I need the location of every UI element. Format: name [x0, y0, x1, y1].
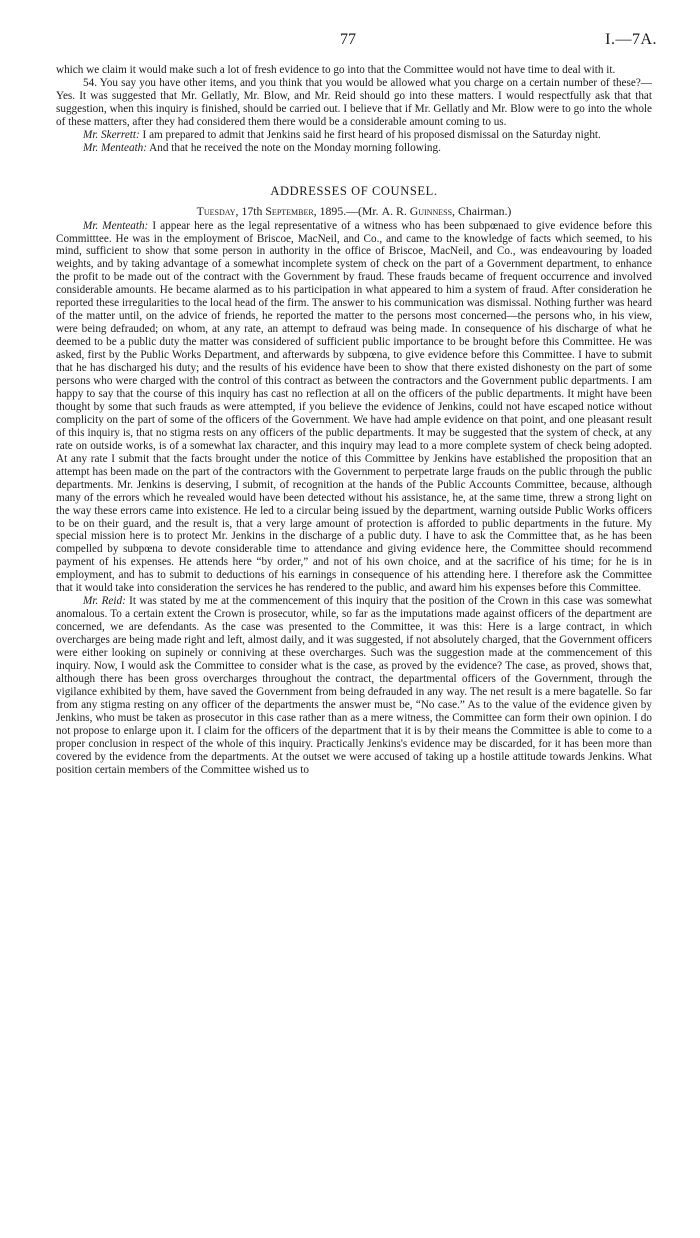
paragraph-reid-address	[56, 595, 652, 776]
document-reference: I.—7A.	[605, 31, 657, 48]
page-number: 77	[340, 31, 356, 48]
speaker-name: Mr. Reid:	[83, 595, 126, 608]
section-heading: ADDRESSES OF COUNSEL.	[270, 183, 438, 198]
speech-text: It was stated by me at the commencement of this inquiry that the position of the Crown in this case was somewhat anomalous. To a certain extent the Crown is prosecutor, while, so far as the imputations made against officers of the department are concerned, we are defendants. As the case was presented to the Committee, it was this: Here is a large contract, in which overcharges are being made right and left, almost daily, and it was suggested, if not absolutely charged, that the Government officers were either looking on supinely or conniving at these overcharges. Such was the suggestion made at the commencement of this inquiry. Now, I would ask the Committee to consider what is the case, as proved by the evidence? The case, as proved, shows that, although there has been gross overcharges throughout the contract, the departmental officers of the Government, through the vigilance exhibited by them, have saved the Government from being defrauded in any way. The net result is a mere bagatelle. So far from any stigma resting on any officer of the departments the answer must be, “No case.” As to the value of the evidence given by Jenkins, who must be taken as prosecutor in this case rather than as a mere witness, the Committee can form their own opinion. I do not propose to enlarge upon it. I claim for the officers of the department that it is by their means the Committee is able to come to a proper conclusion in respect of the whole of this inquiry. Practically Jenkins's evidence may be discarded, for it has been more than covered by the evidence from the departments. At the outset we were accused of taking up a hostile attitude towards Jenkins. What position certain members of the Committee wished us to	[56, 595, 652, 776]
speech-text: I am prepared to admit that Jenkins said he first heard of his proposed dismissal on the Saturday night.	[139, 128, 601, 141]
speaker-name: Mr. Menteath:	[83, 141, 147, 154]
speech-text: And that he received the note on the Monday morning following.	[147, 141, 441, 154]
speaker-name: Mr. Skerrett:	[83, 128, 140, 141]
paragraph-skerrett	[56, 129, 652, 142]
speaker-name: Mr. Menteath:	[83, 219, 149, 232]
session-dateline: Tuesday, 17th September, 1895.—(Mr. A. R. Guinness, Chairman.)	[196, 203, 512, 218]
paragraph-continued: which we claim it would make such a lot of fresh evidence to go into that the Committee would not have time to deal with it.	[56, 64, 616, 76]
paragraph-menteath-remark	[56, 142, 652, 155]
body-text	[56, 64, 652, 777]
paragraph-menteath-address	[56, 220, 652, 596]
speech-text: I appear here as the legal representative of a witness who has been subpœnaed to give evidence before this Committtee. He was in the employment of Briscoe, MacNeil, and Co., and came to the knowledge of facts which seemed, to his mind, sufficient to show that some person in authority in the office of Briscoe, MacNeil, and Co., was endeavouring by loaded weights, and by taking advantage of a somewhat incomplete system of check on the part of a Government department, to enhance the profit to be made out of the contract with the Government by fraud. These frauds became of frequent occurrence and involved considerable amounts. He became alarmed as to his participation in what appeared to him a system of fraud. After consideration he reported these irregularities to the local head of the firm. The answer to his communication was dismissal. Nothing further was heard of the matter until, on the advice of friends, he reported the matter to the persons most concerned—the persons who, in his view, were being defrauded; on whom, at any rate, an attempt to defraud was being made. In consequence of his discharge of what he deemed to be a public duty the matter was considered of sufficient public importance to be brought before this Committee. He was asked, first by the Public Works Department, and afterwards by subpœna, to give evidence before this Committee. I have to submit that he has discharged his duty; and the results of his evidence have been to show that there existed dishonesty on the part of some persons who were charged with the control of this contract as between the contractors and the Government public departments. I am happy to say that the course of this inquiry has cast no reflection at all on the officers of the public departments. It might have been thought by some that such frauds as were attempted, if you believe the evidence of Jenkins, could not have escaped notice without complicity on the part of some of the officers of the Government. We have had ample evidence on that point, and one pleasant result of this inquiry is, that no stigma rests on any officers of the public departments. It may be suggested that the system of check, at any rate on outside works, is of a somewhat lax character, and this inquiry may lead to a more complete system of check being adopted. At any rate I submit that the facts brought under the notice of this Committee by Jenkins have established the proposition that an attempt has been made on the part of the contractors with the Government to perpetrate large frauds on the public through the public departments. Mr. Jenkins is deserving, I submit, of recognition at the hands of the Public Accounts Committee, because, although many of the errors which he revealed would have been detected without his assistance, he, at the same time, threw a strong light on the way these errors came into existence. He led to a circular being issued by the department, warning outside Public Works officers to be on their guard, and the result is, that a very large amount of protection is afforded to public departments in the future. My special mission here is to protect Mr. Jenkins in the discharge of a public duty. I have to ask the Committee that, as he has been compelled by subpœna to devote considerable time to attendance and giving evidence here, the Committee should recommend payment of his expenses. He attends here “by order,” and not of his own choice, and at the sacrifice of his time; for he is in employment, and has to submit to deductions of his earnings in consequence of his attending here. I therefore ask the Committee that it would take into consideration the services he has rendered to the public, and award him his expenses before this Committee.	[56, 219, 653, 595]
paragraph-54: 54. You say you have other items, and you think that you would be allowed what you charge on a certain number of these?—Yes. It was suggested that Mr. Gellatly, Mr. Blow, and Mr. Reid should go into these matters. I would respectfully ask that that suggestion, when this inquiry is finished, should be carried out. I believe that if Mr. Gellatly and Mr. Blow were to go into the whole of these matters, after they had considered them there would be a considerable amount coming to us.	[56, 76, 652, 128]
